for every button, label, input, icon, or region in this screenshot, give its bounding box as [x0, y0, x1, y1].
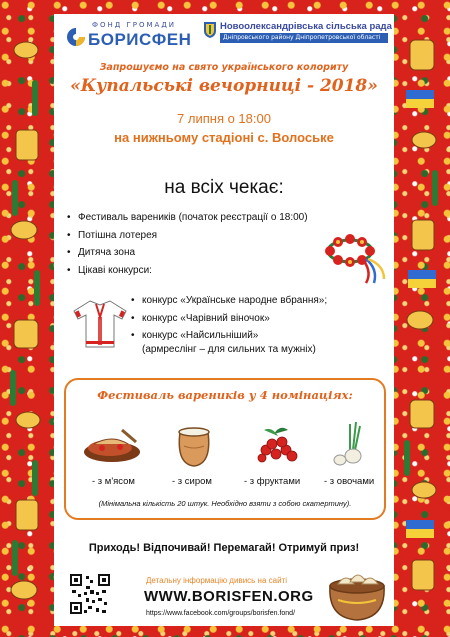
vyshyvanka-shirt-icon [72, 297, 128, 349]
list-item: • конкурс «Українське народне вбрання»; [130, 292, 390, 310]
nomination-vegetables: - з овочами [324, 476, 375, 487]
list-item: • конкурс «Найсильніший» [130, 327, 390, 345]
council-subtitle: Дніпровського району Дніпропетровської області [220, 33, 388, 43]
nomination-meat: - з м'ясом [92, 476, 135, 487]
right-ornament-illustrations [398, 20, 448, 620]
vegetables-onion-icon [322, 420, 384, 468]
event-place: на нижньому стадіоні с. Волоське [114, 130, 334, 145]
program-list [66, 209, 326, 279]
list-item: • Фестиваль вареників (початок реєстрації о 18:00) [66, 209, 326, 227]
nomination-fruits: - з фруктами [244, 476, 301, 487]
website-link[interactable]: WWW.BORISFEN.ORG [144, 588, 314, 605]
council-name: Новоолександрівська сільська рада [220, 21, 392, 32]
more-info-label: Детальну інформацію дивись на сайті [146, 576, 288, 585]
event-title: «Купальські вечорниці - 2018» [70, 76, 378, 96]
festival-title: Фестиваль вареників у 4 номінаціях: [97, 388, 353, 402]
fund-name: БОРИСФЕН [88, 30, 192, 49]
borisfen-emblem-icon [66, 27, 86, 47]
council-logo [204, 20, 392, 52]
festival-box [64, 378, 386, 520]
list-item: • Дитяча зона [66, 244, 326, 262]
program-heading: на всіх чекає: [164, 177, 284, 198]
fund-small-label: ФОНД ГРОМАДИ [92, 21, 177, 29]
meat-dumplings-icon [82, 420, 144, 468]
fruits-berries-icon [248, 420, 310, 468]
list-item: • Потішна лотерея [66, 227, 326, 245]
left-ornament-illustrations [2, 20, 52, 620]
invite-text: Запрошуємо на свято українського колориту [99, 62, 349, 73]
list-item: • Цікаві конкурси: [66, 262, 326, 280]
nomination-cheese: - з сиром [172, 476, 212, 487]
contest-list [130, 292, 390, 345]
qr-code[interactable] [68, 572, 112, 616]
cheese-pot-icon [164, 420, 226, 468]
borisfen-logo[interactable] [66, 20, 201, 52]
council-shield-icon [204, 22, 216, 38]
event-date: 7 липня о 18:00 [177, 111, 271, 126]
list-item: • конкурс «Чарівний віночок» [130, 310, 390, 328]
dumpling-pot-icon [324, 564, 390, 622]
poster-panel [54, 14, 394, 626]
contest-note: (армреслінг – для сильних та мужніх) [142, 344, 316, 355]
slogan: Приходь! Відпочивай! Перемагай! Отримуй приз! [88, 542, 360, 554]
flower-wreath-icon [322, 229, 388, 285]
facebook-link[interactable]: https://www.facebook.com/groups/borisfen.fond/ [146, 610, 296, 617]
festival-note: (Мінімальна кількість 20 штук. Необхідно взяти з собою скатертину). [98, 499, 352, 508]
